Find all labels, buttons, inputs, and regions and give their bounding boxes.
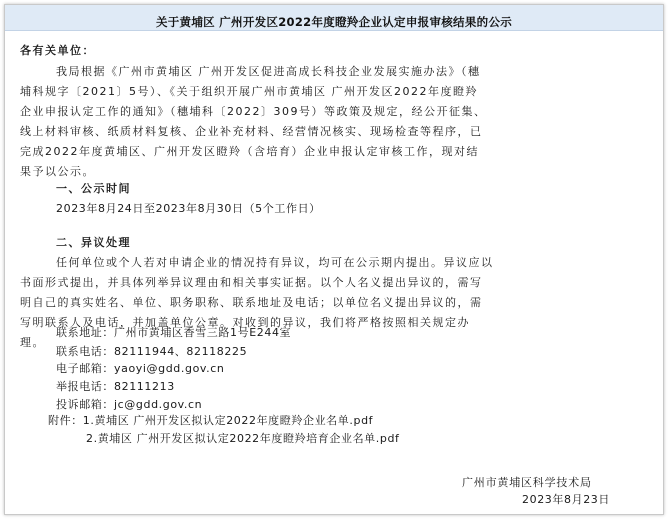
objection-line-5: 理。	[20, 336, 45, 349]
publicity-period: 2023年8月24日至2023年8月30日（5个工作日）	[56, 202, 321, 215]
section-1-heading: 一、公示时间	[56, 182, 131, 195]
objection-line-4: 写明联系人及电话，并加盖单位公章。对收到的异议，我们将严格按照相关规定办	[20, 316, 470, 329]
issuer: 广州市黄埔区科学技术局	[462, 476, 592, 489]
intro-line-6: 果予以公示。	[20, 165, 95, 178]
intro-line-3: 企业申报认定工作的通知》（穗埔科〔2022〕309号）等政策及规定，经公开征集、	[20, 105, 487, 118]
attachment-1[interactable]: 附件：1.黄埔区 广州开发区拟认定2022年度瞪羚企业名单.pdf	[48, 414, 374, 427]
salutation: 各有关单位：	[20, 44, 95, 57]
issue-date: 2023年8月23日	[522, 493, 610, 506]
objection-line-3: 明自己的真实姓名、单位、职务职称、联系地址及电话；以单位名义提出异议的，需	[20, 296, 483, 309]
report-phone: 举报电话：82111213	[56, 380, 175, 393]
contact-phone: 联系电话：82111944、82118225	[56, 345, 248, 358]
attachment-2[interactable]: 2.黄埔区 广州开发区拟认定2022年度瞪羚培育企业名单.pdf	[86, 432, 400, 445]
contact-email[interactable]: 电子邮箱：yaoyi@gdd.gov.cn	[56, 362, 225, 375]
page-title: 关于黄埔区 广州开发区2022年度瞪羚企业认定申报审核结果的公示	[155, 15, 513, 29]
objection-line-1: 任何单位或个人若对申请企业的情况持有异议，均可在公示期内提出。异议应以	[56, 256, 494, 269]
contact-address: 联系地址：广州市黄埔区香雪三路1号E244室	[56, 326, 292, 339]
intro-line-1: 我局根据《广州市黄埔区 广州开发区促进高成长科技企业发展实施办法》（穗	[56, 65, 481, 78]
objection-line-2: 书面形式提出，并具体列举异议理由和相关事实证据。以个人名义提出异议的，需写	[20, 276, 483, 289]
intro-line-5: 完成2022年度黄埔区、广州开发区瞪羚（含培育）企业申报认定审核工作，现对结	[20, 145, 479, 158]
intro-line-2: 埔科规字〔2021〕5号）、《关于组织开展广州市黄埔区 广州开发区2022年度瞪羚	[20, 85, 478, 98]
intro-line-4: 线上材料审核、纸质材料复核、企业补充材料、经营情况核实、现场检查等程序，已	[20, 125, 483, 138]
title-bar	[5, 5, 663, 31]
complaint-email[interactable]: 投诉邮箱：jc@gdd.gov.cn	[56, 398, 203, 411]
section-2-heading: 二、异议处理	[56, 236, 131, 249]
